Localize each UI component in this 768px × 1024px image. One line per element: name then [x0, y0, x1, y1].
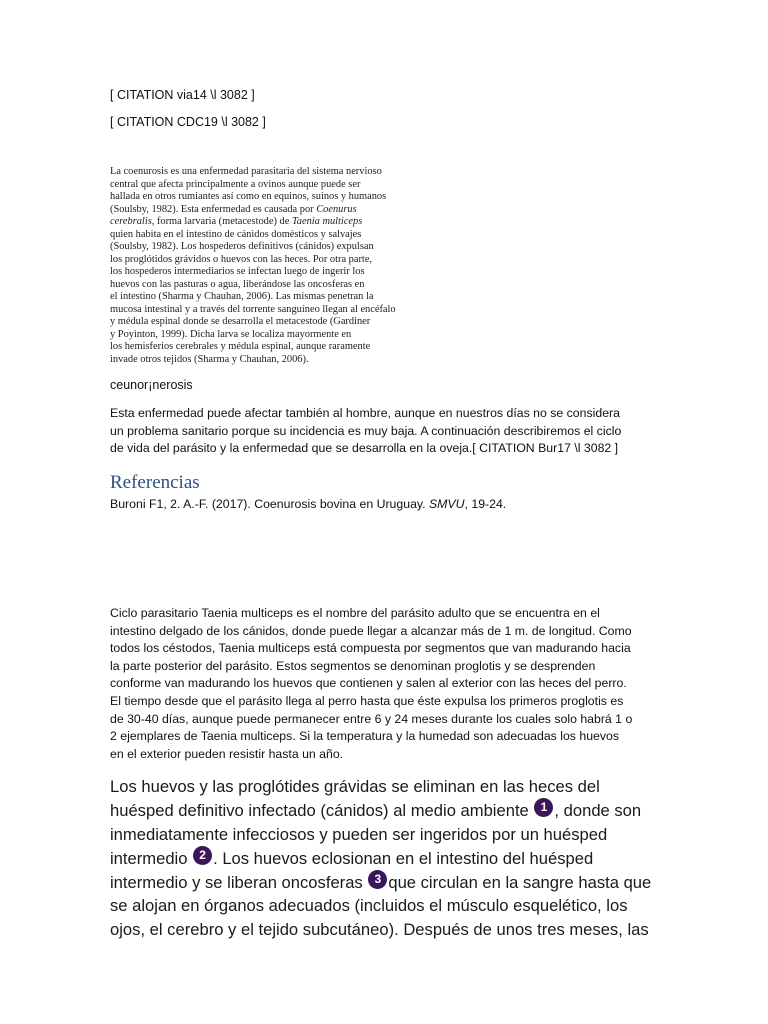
text-run: (Soulsby, 1982). Esta enfermedad es causada por — [110, 203, 317, 215]
species-name: cerebralis, — [110, 216, 155, 227]
scanned-paragraph — [110, 166, 440, 366]
text-line: en el exterior pueden resistir hasta un año. — [110, 746, 344, 761]
text-line: de vida del parásito y la enfermedad que se desarrolla en la oveja.[ CITATION Bur17 \l 3082 ] — [110, 441, 619, 456]
text-line — [110, 846, 670, 870]
text-line: la parte posterior del parásito. Estos segmentos se denominan proglotis y se desprenden — [110, 658, 596, 673]
text-run: . Los huevos eclosionan en el intestino del huésped — [213, 848, 594, 868]
reference-pages: , 19-24. — [464, 497, 507, 511]
scanned-line: mucosa intestinal y a través del torrente sanguíneo llegan al encéfalo — [110, 303, 396, 315]
text-line: un problema sanitario porque su incidencia es muy baja. A continuación describiremos el ciclo — [110, 423, 622, 438]
text-line: inmediatamente infecciosos y pueden ser ingeridos por un huésped — [110, 824, 608, 844]
text-line: 2 ejemplares de Taenia multiceps. Si la temperatura y la humedad son adecuadas los huevos — [110, 729, 620, 744]
step-1-badge-icon: 1 — [534, 798, 553, 817]
reference-entry — [110, 497, 506, 511]
scanned-line: La coenurosis es una enfermedad parasitaria del sistema nervioso — [110, 166, 382, 177]
text-run: , donde son — [554, 801, 642, 821]
section-label: ceunor¡nerosis — [110, 378, 193, 392]
citation-field-2: [ CITATION CDC19 \l 3082 ] — [110, 115, 266, 129]
scanned-line: los hemisferios cerebrales y médula espinal, aunque raramente — [110, 341, 371, 352]
scanned-line: invade otros tejidos (Sharma y Chauhan, 2006). — [110, 353, 309, 365]
text-line: se alojan en órganos adecuados (incluidos el músculo esquelético, los — [110, 896, 628, 916]
text-line: de 30-40 días, aunque puede permanecer entre 6 y 24 meses durante los cuales solo habrá 1 o — [110, 711, 633, 726]
text-line: intestino delgado de los cánidos, donde puede llegar a alcanzar más de 1 m. de longitud. Como — [110, 623, 632, 638]
species-name: Coenurus — [316, 203, 357, 215]
text-run: intermedio — [110, 848, 193, 868]
scanned-line — [110, 204, 440, 217]
scanned-line: central que afecta principalmente a ovinos aunque puede ser — [110, 178, 361, 190]
references-heading: Referencias — [110, 472, 200, 493]
text-run: intermedio y se liberan oncosferas — [110, 873, 368, 893]
text-run: que circulan en la sangre hasta que — [388, 873, 652, 893]
scanned-line: el intestino (Sharma y Chauhan, 2006). Las mismas penetran la — [110, 291, 374, 302]
text-line: ojos, el cerebro y el tejido subcutáneo). Después de unos tres meses, las — [110, 919, 649, 939]
scanned-line: y Poyinton, 1999). Dicha larva se localiza mayormente en — [110, 328, 352, 340]
journal-name: SMVU — [428, 497, 465, 511]
step-3-badge-icon: 3 — [368, 870, 387, 889]
scanned-line: quien habita en el intestino de cánidos domésticos y salvajes — [110, 228, 362, 240]
transmission-paragraph — [110, 775, 670, 941]
citation-field-1: [ CITATION via14 \l 3082 ] — [110, 88, 255, 102]
text-line — [110, 870, 670, 894]
text-line: Los huevos y las proglótides grávidas se eliminan en las heces del — [110, 777, 600, 796]
scanned-line: y médula espinal donde se desarrolla el metacestode (Gardiner — [110, 316, 371, 327]
scanned-line: los proglótidos grávidos o huevos con las heces. Por otra parte, — [110, 253, 373, 265]
step-2-badge-icon: 2 — [193, 846, 212, 865]
scanned-line: (Soulsby, 1982). Los hospederos definitivos (cánidos) expulsan — [110, 241, 374, 252]
reference-text: Buroni F1, 2. A.-F. (2017). Coenurosis bovina en Uruguay. — [110, 497, 429, 511]
text-line: todos los céstodos, Taenia multiceps está compuesta por segmentos que van madurando hacia — [110, 641, 631, 656]
text-line — [110, 798, 670, 822]
text-line: Ciclo parasitario Taenia multiceps es el nombre del parásito adulto que se encuentra en el — [110, 606, 600, 620]
text-run: forma larvaria (metacestode) de — [154, 216, 292, 227]
scanned-line: los hospederos intermediarios se infectan luego de ingerir los — [110, 266, 365, 277]
life-cycle-paragraph — [110, 605, 660, 763]
species-name: Taenia multiceps — [291, 216, 363, 227]
text-run: huésped definitivo infectado (cánidos) al medio ambiente — [110, 801, 534, 821]
intro-paragraph — [110, 405, 660, 458]
scanned-line: hallada en otros rumiantes así como en equinos, suinos y humanos — [110, 191, 387, 202]
scanned-line: huevos con las pasturas o agua, liberándose las oncosferas en — [110, 278, 365, 290]
text-line: El tiempo desde que el parásito llega al perro hasta que éste expulsa los primeros proglotis es — [110, 693, 624, 708]
text-line: Esta enfermedad puede afectar también al hombre, aunque en nuestros días no se considera — [110, 406, 620, 420]
scanned-line — [110, 216, 440, 229]
text-line: conforme van madurando los huevos que contienen y salen al exterior con las heces del perro. — [110, 676, 627, 691]
